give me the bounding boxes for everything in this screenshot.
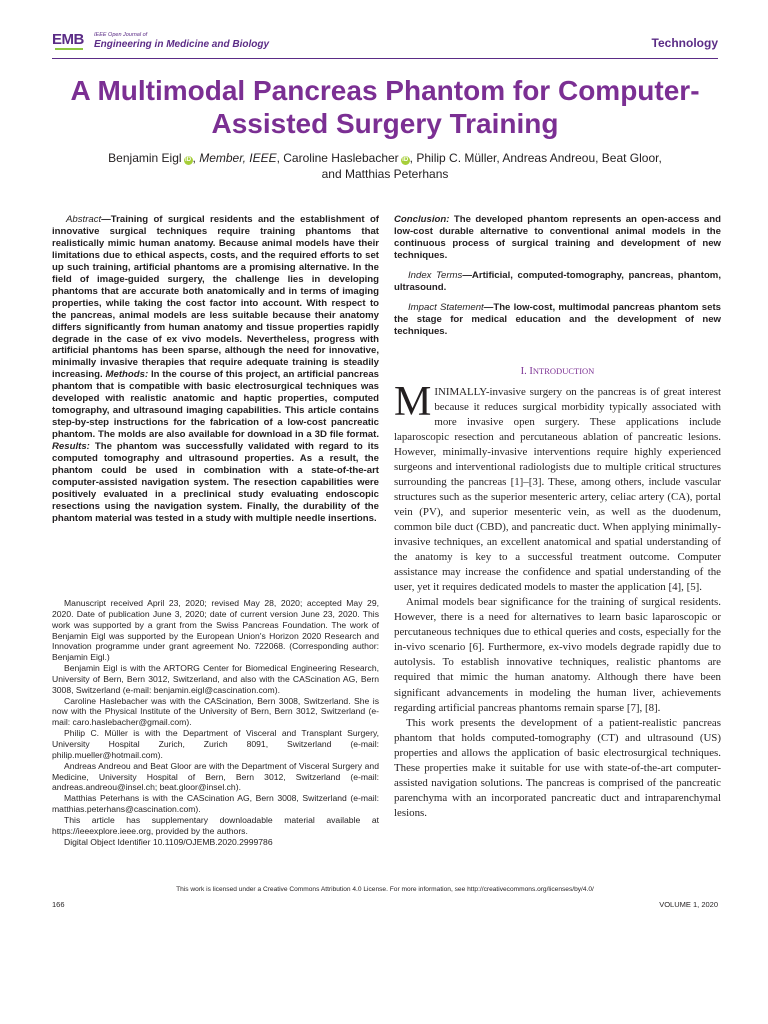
- abstract-continued: [394, 214, 721, 262]
- header-rule: [52, 58, 718, 59]
- footnote-supplementary: This article has supplementary downloadable material available at https://ieeexplore.ieee.org, provided by the authors.: [52, 814, 379, 836]
- logo-underline: [55, 48, 83, 50]
- abstract-text-1: Training of surgical residents and the establishment of innovative surgical techniques require training phantoms that realistically mimic human anatomy. Because animal models have their limitations due to ethical aspects, costs, and the required efforts to set up such training, artificial phantoms are a promising alternative. In the field of image-guided surgery, the challenge lies in developing phantoms that are accurate both anatomically and in terms of imaging properties, while taking the cost factor into account. With respect to the pancreas, animal models are less suitable because their anatomy differs significantly from human anatomy and tissue properties rapidly degrade in the case of ex vivo models. Nevertheless, progress with artificial phantoms has been sparse, although the need for innovative, minimally invasive therapies that require adequate training is steadily increasing.: [52, 214, 379, 381]
- logo-text: EMB: [52, 31, 84, 48]
- footnote-author-1: Benjamin Eigl is with the ARTORG Center for Biomedical Engineering Research, University of Bern, Bern 3012, Switzerland, and also with the CAScination AG, Bern 3008, Switzerland (e-mail: benjamin.eigl@cascination.com).: [52, 663, 379, 695]
- left-column: [52, 214, 379, 525]
- methods-label: Methods:: [105, 369, 149, 381]
- impact-label: Impact Statement: [408, 301, 484, 313]
- impact-statement: [394, 302, 721, 338]
- footnote-manuscript: Manuscript received April 23, 2020; revised May 28, 2020; accepted May 29, 2020. Date of publication June 3, 2020; date of current version June 23, 2020. This work was supported by a grant from the Swiss Pancreas Foundation. The work of Benjamin Eigl was supported by the European Union's Horizon 2020 Research and Innovation programme under grant agreement No. 722068. (Corresponding author: Benjamin Eigl.): [52, 598, 379, 663]
- results-text: The phantom was successfully validated with regard to its computed tomography and ultrasound properties. As a result, the phantom could be used in combination with a state-of-the-art computer-assisted navigation system. The resection capabilities were positively evaluated in a preclinical study evaluating endoscopic resections using the navigation system. Finally, the durability of the phantom material was tested in a study with multiple needle insertions.: [52, 441, 379, 524]
- footnote-author-3: Philip C. Müller is with the Department of Visceral and Transplant Surgery, University Hospital Zurich, Zurich 8091, Switzerland (e-mail: philip.mueller@hotmail.com).: [52, 728, 379, 760]
- footnote-author-4-5: Andreas Andreou and Beat Gloor are with the Department of Visceral Surgery and Medicine, University Hospital of Bern, Bern 3012, Switzerland (e-mail: andreas.andreou@insel.ch; beat.gloor@insel.ch).: [52, 760, 379, 793]
- intro-body: [394, 378, 721, 821]
- author-3: Philip C. Müller, Andreas Andreou, Beat Gloor,: [416, 151, 662, 165]
- drop-cap: M: [394, 378, 432, 425]
- heading-first-letter: I: [529, 365, 533, 377]
- results-label: Results:: [52, 441, 90, 453]
- intro-paragraph-2: Animal models bear significance for the training of surgical residents. However, there is a need for alternatives to learn basic laparoscopic or percutaneous techniques due to ethical queries and costs, especially for the in-vivo scenario [6]. Furthermore, ex-vivo models degrade rapidly due to autolysis. To establish innovative techniques, realistic phantoms are required that mimic the human anatomy. Although there have been significant advancements in modeling the human liver, achievements regarding artificial pancreas phantoms remain sparse [7], [8].: [394, 596, 721, 714]
- footnote-author-2: Caroline Haslebacher was with the CAScination, Bern 3008, Switzerland. She is now with the Physical Institute of the University of Bern, Bern 3012, Switzerland (e-mail: caro.haslebacher@gmail.com).: [52, 695, 379, 728]
- author-4: and Matthias Peterhans: [321, 167, 449, 181]
- intro-p1-text: INIMALLY-invasive surgery on the pancreas is of great interest because it reduces surgical morbidity typically associated with more invasive open surgery. These applications include laparoscopic resection and percutaneous ablation of pancreatic lesions. However, minimally-invasive interventions require highly experienced surgeons and interventional radiologists due to multiple critical structures surrounding the pancreas [1]–[3]. These, among others, include vascular structures such as the superior mesenteric artery, celiac artery (CA), portal vein (PV), and superior mesenteric vein, as well as the duodenum, common bile duct (CBD), and pancreatic duct. When applying minimally-invasive techniques, an excellent anatomical and spatial understanding of the anatomy is key to a successful treatment outcome. Computer assistance may increase the confidence and spatial understanding of the user, yet it requires dedicated models to master the application [4], [5].: [394, 385, 721, 594]
- footnote-doi: Digital Object Identifier 10.1109/OJEMB.2020.2999786: [64, 836, 273, 847]
- index-terms-text: —Artificial, computed-tomography, pancreas, phantom, ultrasound.: [394, 269, 721, 293]
- orcid-icon[interactable]: iD: [402, 157, 409, 163]
- intro-paragraph-3: This work presents the development of a patient-realistic pancreas phantom that holds computed-tomography (CT) and ultrasound (US) properties and allows the application of basic electrosurgical techniques. These properties make it suitable for use with state-of-the-art computer-assisted navigation solutions. The pancreas is comprised of the pancreatic parenchyma with an incorporated pancreatic duct and intraparenchymal lesions.: [394, 716, 721, 819]
- abstract-dash: —: [101, 214, 111, 225]
- abstract: [52, 214, 379, 525]
- volume-info: VOLUME 1, 2020: [659, 900, 718, 909]
- journal-prefix: IEEE Open Journal of: [94, 32, 148, 38]
- journal-header: [52, 28, 718, 58]
- index-terms-label: Index Terms: [408, 269, 463, 281]
- section-heading-introduction: [394, 366, 721, 377]
- footnotes: [52, 598, 379, 847]
- abstract-label: Abstract: [66, 214, 102, 225]
- author-1: Benjamin Eigl: [108, 151, 182, 165]
- author-list: Benjamin Eigl iD , Member, IEEE, Caroline Haslebacher iD , Philip C. Müller, Andreas Andreou, Beat Gloor, and Matthias Peterhans: [108, 151, 662, 181]
- section-label: Technology: [651, 36, 718, 50]
- footnote-author-6: Matthias Peterhans is with the CAScination AG, Bern 3008, Switzerland (e-mail: matthias.peterhans@cascination.com).: [52, 793, 379, 815]
- heading-number: I.: [520, 365, 530, 377]
- emb-logo: [52, 31, 88, 53]
- heading-rest: NTRODUCTION: [532, 365, 595, 376]
- index-terms: [394, 270, 721, 294]
- right-column: [394, 214, 721, 821]
- intro-paragraph-1: [394, 378, 721, 596]
- impact-text: —The low-cost, multimodal pancreas phantom sets the stage for medical education and the development of new techniques.: [394, 301, 721, 337]
- author-1-role: Member, IEEE: [199, 151, 277, 165]
- methods-text: In the course of this project, an artificial pancreas phantom that is compatible with basic electrosurgical techniques was developed with realistic anatomic and haptic properties, computed tomography, and ultrasound imaging capabilities. This article contains step-by-step instructions for the fabrication of a low-cost pancreatic phantom. The molds are also available for download in a 3D file format.: [52, 369, 379, 441]
- orcid-icon[interactable]: iD: [185, 157, 192, 163]
- conclusion-label: Conclusion:: [394, 214, 450, 225]
- conclusion-text: The developed phantom represents an open-access and low-cost durable alternative to conventional animal models in the continuous process of surgical training and development of new techniques.: [394, 214, 721, 261]
- page-number: 166: [52, 900, 65, 909]
- journal-name: Engineering in Medicine and Biology: [94, 39, 270, 50]
- license-notice: This work is licensed under a Creative Commons Attribution 4.0 License. For more information, see http://creativecommons.org/licenses/by/4.0/: [176, 886, 594, 893]
- author-2: Caroline Haslebacher: [283, 151, 399, 165]
- paper-title: A Multimodal Pancreas Phantom for Computer-Assisted Surgery Training: [70, 75, 700, 139]
